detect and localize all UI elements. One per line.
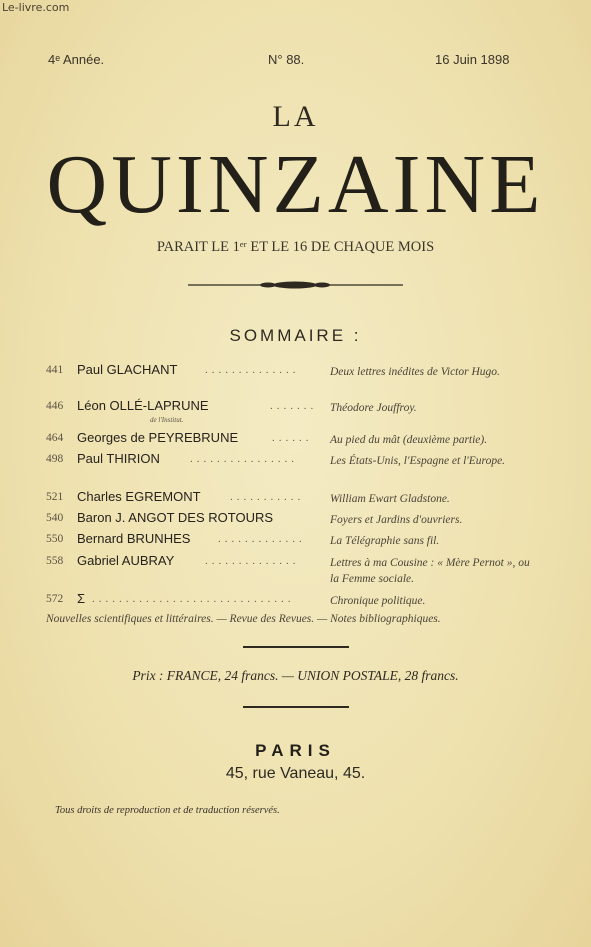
toc-author: Léon OLLÉ-LAPRUNE [77, 398, 209, 413]
issue-number: N° 88. [268, 52, 305, 67]
toc-title: William Ewart Gladstone. [330, 493, 450, 505]
toc-author: Georges de PEYREBRUNE [77, 430, 239, 445]
title-main: QUINZAINE [46, 138, 545, 231]
supplements-line: Nouvelles scientifiques et littéraires. — Revue des Revues. — Notes bibliographiques. [46, 613, 441, 625]
leader-dots: ............. [218, 533, 306, 545]
leader-dots: .............. [205, 555, 300, 567]
divider-rule [243, 706, 349, 708]
price-line: Prix : FRANCE, 24 francs. — UNION POSTALE, 28 francs. [132, 668, 459, 683]
leader-dots: ................ [190, 453, 298, 465]
ornament-divider [188, 278, 403, 292]
leader-dots: ........... [230, 491, 305, 503]
publisher-city: PARIS [255, 741, 336, 760]
issue-year: 4ᵉ Année. [48, 52, 105, 67]
toc-title: Lettres à ma Cousine : « Mère Pernot », ou la Femme sociale. [330, 557, 530, 585]
toc-title: Théodore Jouffroy. [330, 402, 417, 414]
toc-page: 464 [46, 432, 64, 444]
rights-notice: Tous droits de reproduction et de traduction réservés. [55, 805, 280, 816]
sommaire-heading: SOMMAIRE : [229, 326, 362, 345]
toc-author: Baron J. ANGOT DES ROTOURS [77, 510, 274, 525]
toc-author: Paul THIRION [77, 451, 160, 466]
leader-dots: .............. [205, 364, 300, 376]
leader-dots: ....... [270, 400, 318, 412]
toc-title: La Télégraphie sans fil. [330, 535, 440, 547]
toc-page: 550 [46, 533, 64, 545]
toc-title: Foyers et Jardins d'ouvriers. [330, 514, 463, 526]
toc-title: Au pied du mât (deuxième partie). [330, 434, 488, 446]
toc-author: Paul GLACHANT [77, 362, 178, 377]
toc-title: Chronique politique. [330, 595, 426, 607]
toc-author-note: de l'Institut. [150, 416, 184, 424]
toc-author: Σ [77, 591, 86, 606]
divider-rule [243, 646, 349, 648]
toc-page: 521 [46, 491, 64, 503]
publisher-address: 45, rue Vaneau, 45. [225, 765, 366, 782]
toc-author: Charles EGREMONT [77, 489, 201, 504]
toc-page: 540 [46, 512, 64, 524]
toc-page: 446 [46, 400, 64, 412]
issue-date: 16 Juin 1898 [435, 52, 510, 67]
publication-frequency: PARAIT LE 1ᵉʳ ET LE 16 DE CHAQUE MOIS [156, 239, 435, 255]
leader-dots: .............................. [92, 593, 295, 605]
title-article: LA [272, 100, 319, 133]
toc-title: Les États-Unis, l'Espagne et l'Europe. [330, 455, 506, 467]
toc-title: Deux lettres inédites de Victor Hugo. [330, 366, 500, 378]
toc-page: 441 [46, 364, 64, 376]
watermark: Le-livre.com [2, 1, 70, 14]
toc-author: Gabriel AUBRAY [77, 553, 175, 568]
leader-dots: ...... [272, 432, 313, 444]
toc-page: 572 [46, 593, 64, 605]
toc-page: 558 [46, 555, 64, 567]
toc-page: 498 [46, 453, 64, 465]
toc-author: Bernard BRUNHES [77, 531, 191, 546]
